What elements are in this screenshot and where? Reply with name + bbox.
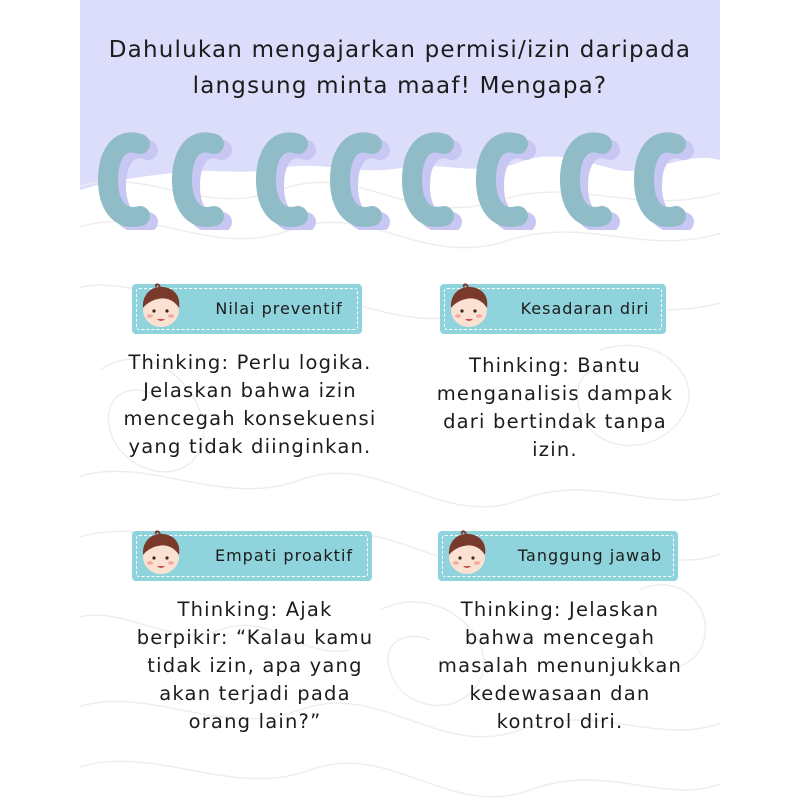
text-line: Thinking: Bantu xyxy=(469,354,641,377)
boy-face-icon xyxy=(136,529,186,579)
badge-label: Kesadaran diri xyxy=(520,299,650,318)
boy-face-icon xyxy=(444,282,494,332)
text-line: berpikir: “Kalau kamu xyxy=(136,626,374,649)
text-line: Thinking: Ajak xyxy=(177,598,333,621)
boy-face-icon xyxy=(136,282,186,332)
text-line: Thinking: Perlu logika. xyxy=(128,351,372,374)
text-line: orang lain?” xyxy=(188,710,322,733)
text-line: menganalisis dampak xyxy=(436,382,674,405)
section-body-text xyxy=(100,349,400,461)
text-line: dari bertindak tanpa xyxy=(443,410,667,433)
text-line: izin. xyxy=(532,438,578,461)
text-line: mencegah konsekuensi xyxy=(123,407,377,430)
headline-line-1: Dahulukan mengajarkan permisi/izin daripada xyxy=(108,37,692,63)
text-line: tidak izin, apa yang xyxy=(147,654,363,677)
section-body-text xyxy=(405,596,715,736)
badge-tanggung-jawab xyxy=(438,531,678,581)
headline xyxy=(80,32,720,104)
text-line: kontrol diri. xyxy=(496,710,624,733)
badge-label: Nilai preventif xyxy=(215,299,343,318)
badge-nilai-preventif xyxy=(132,284,362,334)
boy-face-icon xyxy=(442,529,492,579)
text-line: akan terjadi pada xyxy=(159,682,351,705)
badge-kesadaran-diri xyxy=(440,284,666,334)
section-body-text xyxy=(410,352,700,464)
section-body-text xyxy=(100,596,410,736)
badge-empati-proaktif xyxy=(132,531,372,581)
text-line: masalah menunjukkan xyxy=(437,654,683,677)
infographic-card xyxy=(80,0,720,800)
badge-label: Empati proaktif xyxy=(214,546,354,565)
text-line: Jelaskan bahwa izin xyxy=(143,379,357,402)
headline-line-2: langsung minta maaf! Mengapa? xyxy=(192,73,608,99)
text-line: yang tidak diinginkan. xyxy=(128,435,372,458)
binding-rings xyxy=(80,130,720,230)
badge-label: Tanggung jawab xyxy=(517,546,663,565)
text-line: bahwa mencegah xyxy=(464,626,656,649)
text-line: kedewasaan dan xyxy=(469,682,651,705)
text-line: Thinking: Jelaskan xyxy=(460,598,660,621)
